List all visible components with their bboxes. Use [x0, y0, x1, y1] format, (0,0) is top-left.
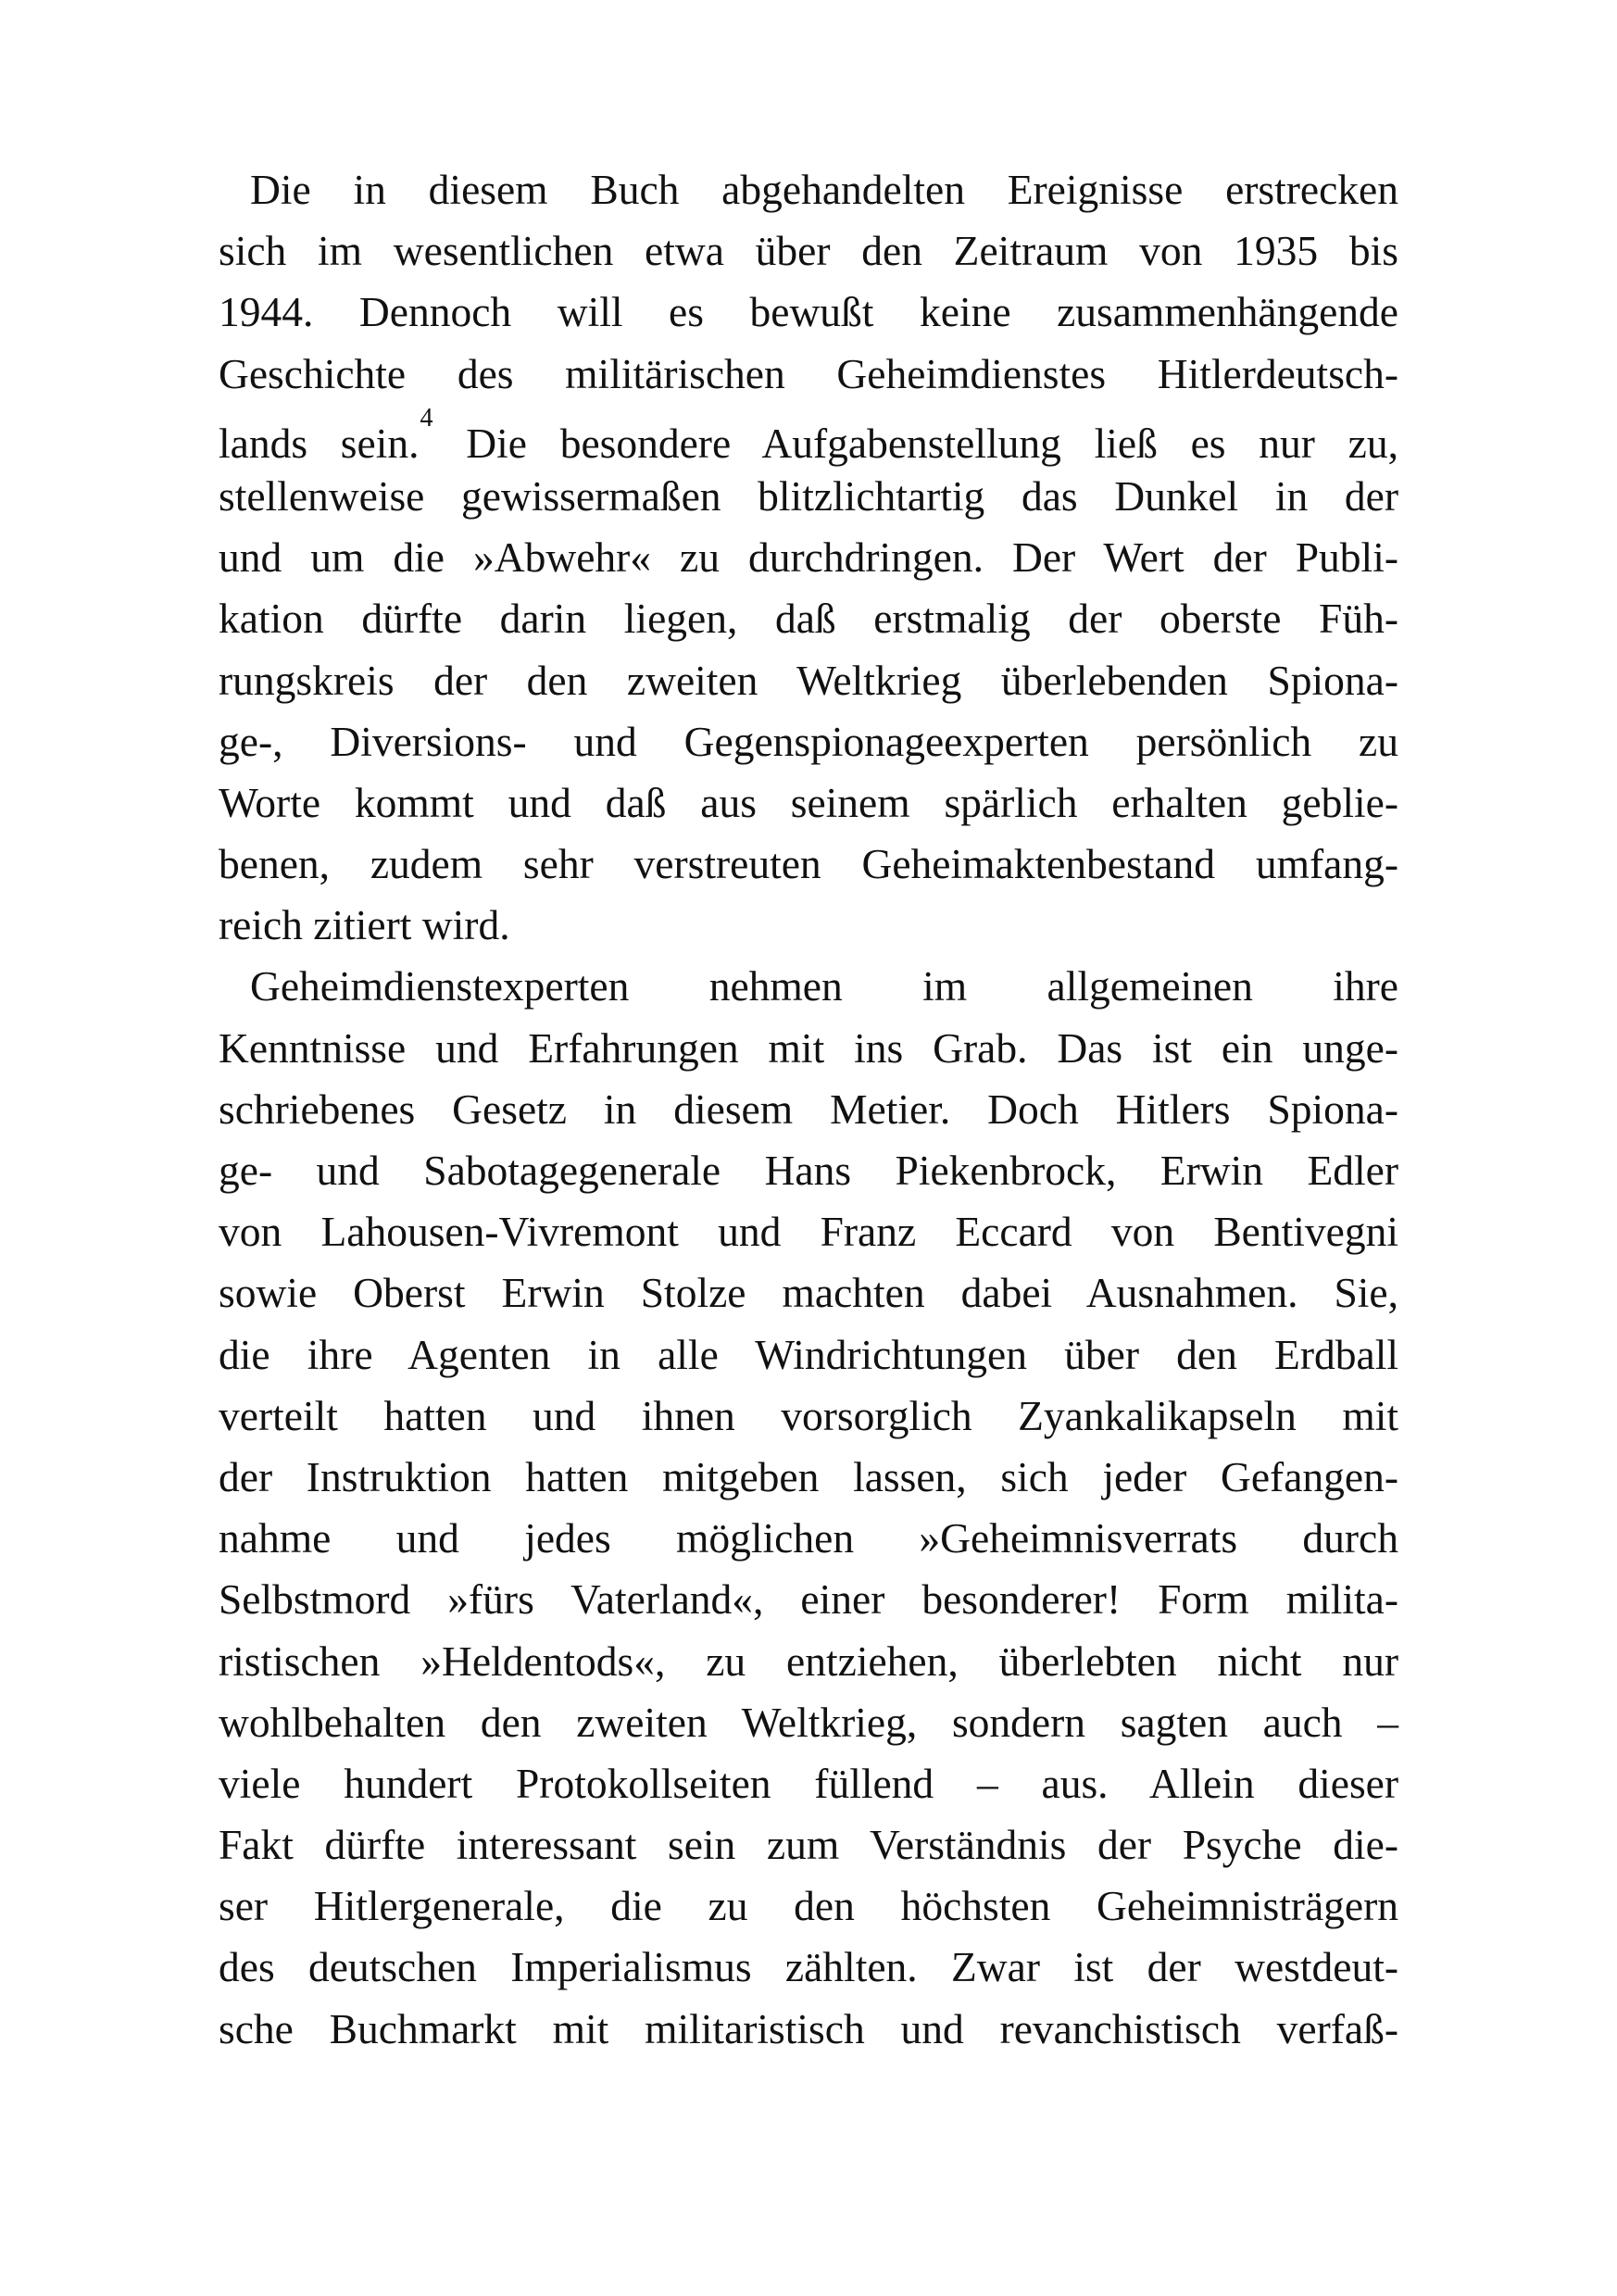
text-line: ge-, Diversions- und Gegenspionageexperten persönlich zu: [219, 717, 1398, 765]
text-line: kation dürfte darin liegen, daß erstmalig der oberste Füh-: [219, 595, 1398, 643]
text-line: viele hundert Protokollseiten füllend – aus. Allein dieser: [219, 1759, 1398, 1807]
text-line: stellenweise gewissermaßen blitzlichtartig das Dunkel in der: [219, 471, 1398, 520]
text-line: Kenntnisse und Erfahrungen mit ins Grab. Das ist ein unge-: [219, 1023, 1398, 1072]
text-line: ristischen »Heldentods«, zu entziehen, überlebten nicht nur: [219, 1637, 1398, 1685]
text-line: Geschichte des militärischen Geheimdienstes Hitlerdeutsch-: [219, 349, 1398, 397]
text-line: sich im wesentlichen etwa über den Zeitraum von 1935 bis: [219, 227, 1398, 275]
text-line: schriebenes Gesetz in diesem Metier. Doch Hitlers Spiona-: [219, 1085, 1398, 1133]
text-line: ser Hitlergenerale, die zu den höchsten Geheimnisträgern: [219, 1882, 1398, 1930]
text-line: Geheimdienstexperten nehmen im allgemeinen ihre: [250, 962, 1398, 1010]
paragraph-1: [219, 159, 1398, 956]
text-line: die ihre Agenten in alle Windrichtungen über den Erdball: [219, 1330, 1398, 1378]
text-line: des deutschen Imperialismus zählten. Zwar ist der westdeut-: [219, 1943, 1398, 1991]
text-line: verteilt hatten und ihnen vorsorglich Zyankalikapseln mit: [219, 1391, 1398, 1439]
text-line: [219, 405, 1398, 466]
text-line: der Instruktion hatten mitgeben lassen, sich jeder Gefangen-: [219, 1452, 1398, 1500]
text-line: und um die »Abwehr« zu durchdringen. Der Wert der Publi-: [219, 533, 1398, 582]
text-line: sche Buchmarkt mit militaristisch und revanchistisch verfaß-: [219, 2004, 1398, 2052]
text-line: Selbstmord »fürs Vaterland«, einer besonderer! Form milita-: [219, 1575, 1398, 1624]
page-body: [219, 159, 1398, 2060]
text-line: Fakt dürfte interessant sein zum Verständnis der Psyche die-: [219, 1821, 1398, 1869]
text-line: Die in diesem Buch abgehandelten Ereignisse erstrecken: [250, 166, 1398, 213]
text-fragment: Die besondere Aufgabenstellung ließ es nur zu,: [466, 419, 1399, 467]
footnote-marker: 4: [420, 403, 433, 433]
text-line: reich zitiert wird.: [219, 901, 510, 949]
text-line: Worte kommt und daß aus seinem spärlich erhalten geblie-: [219, 778, 1398, 826]
text-line: sowie Oberst Erwin Stolze machten dabei Ausnahmen. Sie,: [219, 1269, 1398, 1317]
text-line: 1944. Dennoch will es bewußt keine zusammenhängende: [219, 288, 1398, 336]
text-line: ge- und Sabotagegenerale Hans Piekenbrock, Erwin Edler: [219, 1147, 1398, 1194]
paragraph-2: [219, 956, 1398, 2059]
text-line: nahme und jedes möglichen »Geheimnisverrats durch: [219, 1514, 1398, 1562]
text-line: wohlbehalten den zweiten Weltkrieg, sondern sagten auch –: [219, 1698, 1398, 1746]
text-line: von Lahousen-Vivremont und Franz Eccard von Bentivegni: [219, 1208, 1398, 1256]
text-line: benen, zudem sehr verstreuten Geheimaktenbestand umfang-: [219, 840, 1398, 888]
text-line: rungskreis der den zweiten Weltkrieg überlebenden Spiona-: [219, 656, 1398, 704]
text-fragment: lands sein.: [219, 419, 420, 467]
